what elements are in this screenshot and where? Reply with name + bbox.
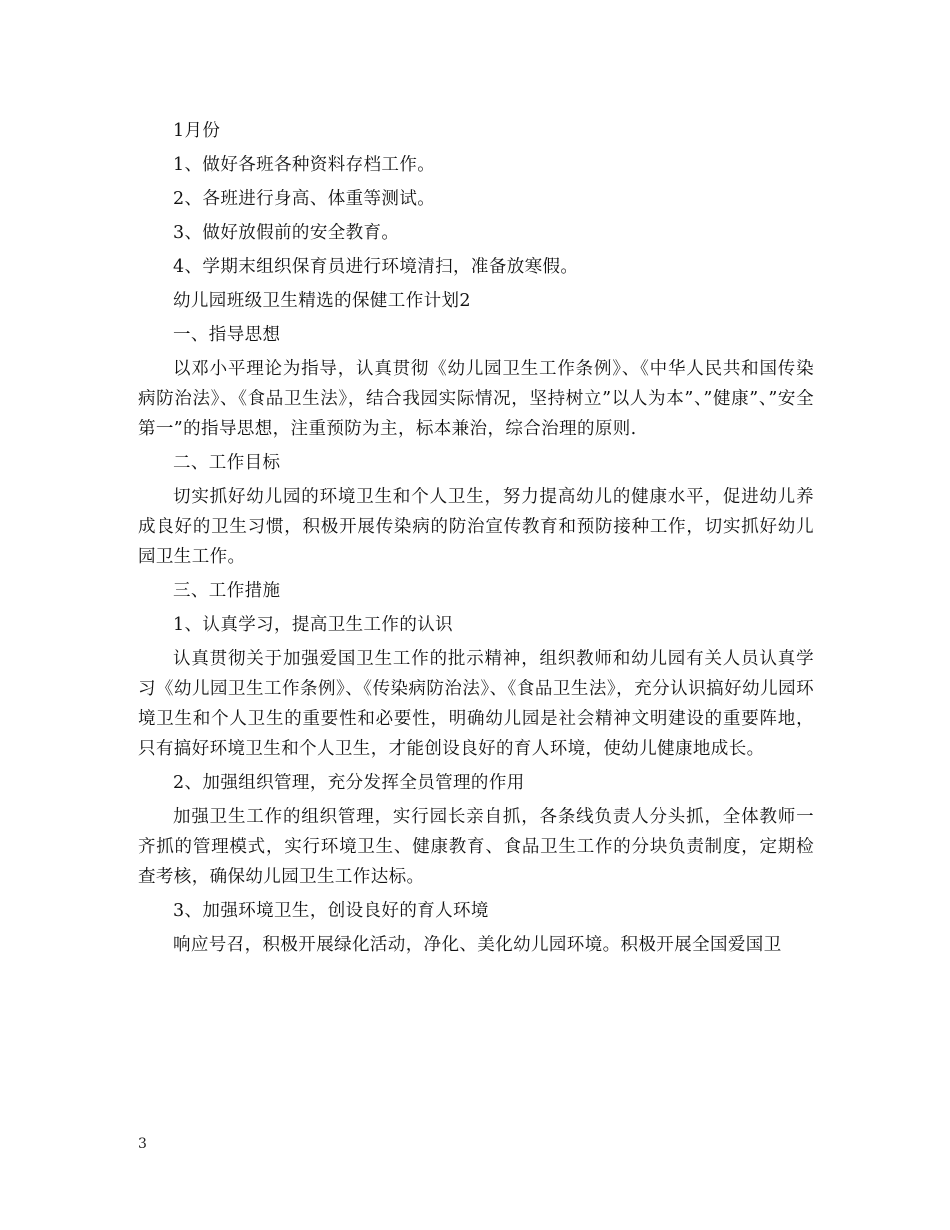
list-item: 1、做好各班各种资料存档工作。 [173,155,436,175]
subsection-heading: 2、加强组织管理，充分发挥全员管理的作用 [173,773,525,793]
document-body [138,116,814,964]
body-paragraph: 响应号召，积极开展绿化活动，净化、美化幼儿园环境。积极开展全国爱国卫 [173,935,782,955]
subsection-heading: 3、加强环境卫生，创设良好的育人环境 [173,901,489,921]
body-paragraph: 切实抓好幼儿园的环境卫生和个人卫生，努力提高幼儿的健康水平，促进幼儿养成良好的卫生习惯，积极开展传染病的防治宣传教育和预防接种工作，切实抓好幼儿园卫生工作。 [138,487,814,567]
page-number: 3 [138,1136,147,1152]
section-heading-guiding-ideology: 一、指导思想 [173,325,281,345]
section-heading-work-goals: 二、工作目标 [173,453,281,473]
list-item: 4、学期末组织保育员进行环境清扫，准备放寒假。 [173,257,579,277]
month-heading: 1月份 [173,121,221,141]
body-paragraph: 认真贯彻关于加强爱国卫生工作的批示精神，组织教师和幼儿园有关人员认真学习《幼儿园卫生工作条例》、《传染病防治法》、《食品卫生法》，充分认识搞好幼儿园环境卫生和个人卫生的重要性和必要性，明确幼儿园是社会精神文明建设的重要阵地，只有搞好环境卫生和个人卫生，才能创设良好的育人环境，使幼儿健康地成长。 [138,649,814,759]
list-item: 3、做好放假前的安全教育。 [173,223,400,243]
section-heading-work-measures: 三、工作措施 [173,581,281,601]
body-paragraph: 加强卫生工作的组织管理，实行园长亲自抓，各条线负责人分头抓，全体教师一齐抓的管理模式，实行环境卫生、健康教育、食品卫生工作的分块负责制度，定期检查考核，确保幼儿园卫生工作达标。 [138,807,814,887]
plan-title: 幼儿园班级卫生精选的保健工作计划2 [173,291,471,311]
body-paragraph: 以邓小平理论为指导，认真贯彻《幼儿园卫生工作条例》、《中华人民共和国传染病防治法》、《食品卫生法》，结合我园实际情况，坚持树立”以人为本”、”健康”、”安全第一”的指导思想，注重预防为主，标本兼治，综合治理的原则. [138,359,814,439]
subsection-heading: 1、认真学习，提高卫生工作的认识 [173,615,454,635]
list-item: 2、各班进行身高、体重等测试。 [173,189,436,209]
